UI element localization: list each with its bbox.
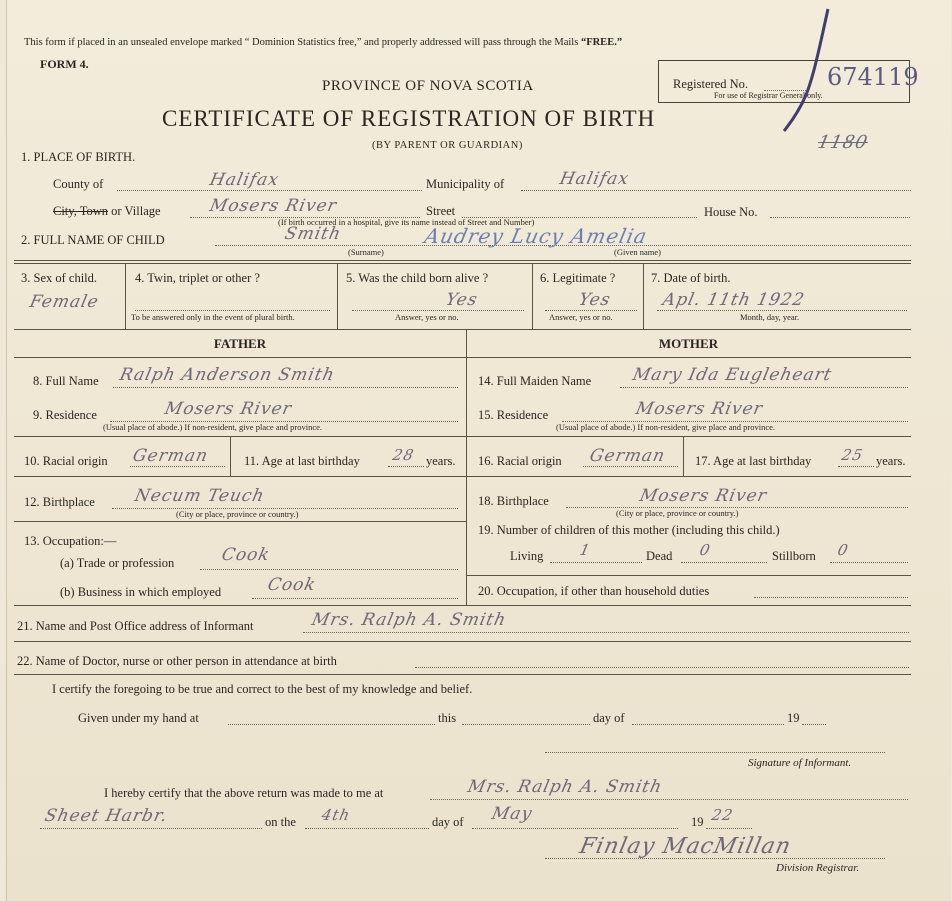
day-of-label-2: day of xyxy=(432,815,464,829)
this-label: this xyxy=(438,711,457,725)
father-years-label: years. xyxy=(426,454,456,468)
father-age-value: 28 xyxy=(391,446,417,464)
form-number: FORM 4. xyxy=(40,57,89,71)
father-name-value: Ralph Anderson Smith xyxy=(117,365,337,385)
municipality-label: Municipality of xyxy=(426,177,505,191)
mother-occupation-label: 20. Occupation, if other than household duties xyxy=(478,584,710,598)
dob-label: 7. Date of birth. xyxy=(651,271,731,285)
certify-text: I certify the foregoing to be true and correct to the best of my knowledge and belief. xyxy=(52,682,473,696)
father-racial-value: German xyxy=(130,446,211,466)
sex-value: Female xyxy=(27,292,101,312)
year-prefix-2: 19 xyxy=(691,815,704,829)
legitimate-value: Yes xyxy=(576,290,613,310)
alive-label: 5. Was the child born alive ? xyxy=(346,271,489,285)
given-label: Given under my hand at xyxy=(78,711,199,725)
father-birthplace-value: Necum Teuch xyxy=(132,486,267,506)
father-residence-value: Mosers River xyxy=(162,399,294,419)
informant-label: 21. Name and Post Office address of Informant xyxy=(17,619,254,633)
year-prefix: 19 xyxy=(787,711,800,725)
city-town-struck: City, Town xyxy=(53,204,109,218)
alive-value: Yes xyxy=(443,290,480,310)
surname-note: (Surname) xyxy=(348,247,384,257)
father-trade-value: Cook xyxy=(219,545,272,565)
registrar-informant-value: Mrs. Ralph A. Smith xyxy=(465,777,665,797)
father-age-label: 11. Age at last birthday xyxy=(244,454,360,468)
mother-racial-value: German xyxy=(587,446,668,466)
registration-month-value: May xyxy=(489,804,535,824)
sex-label: 3. Sex of child. xyxy=(21,271,98,285)
house-label: House No. xyxy=(704,205,758,219)
mother-birthplace-value: Mosers River xyxy=(637,486,769,506)
registrar-text: I hereby certify that the above return was made to me at xyxy=(104,786,384,800)
registered-label: Registered No. xyxy=(673,77,748,91)
mother-racial-label: 16. Racial origin xyxy=(478,454,562,468)
stillborn-value: 0 xyxy=(836,541,851,559)
mother-residence-value: Mosers River xyxy=(633,399,765,419)
street-label: Street xyxy=(426,204,456,218)
mother-maiden-value: Mary Ida Eugleheart xyxy=(630,365,834,385)
village-value: Mosers River xyxy=(207,196,339,216)
stamp-number: 1180 xyxy=(815,132,871,153)
dob-note: Month, day, year. xyxy=(740,312,800,322)
father-birthplace-note: (City or place, province or country.) xyxy=(176,509,299,519)
village-label: Village xyxy=(124,204,161,218)
registration-place-value: Sheet Harbr. xyxy=(42,806,170,826)
mother-age-label: 17. Age at last birthday xyxy=(695,454,812,468)
mother-residence-label: 15. Residence xyxy=(478,408,549,422)
municipality-value: Halifax xyxy=(557,169,631,189)
father-racial-label: 10. Racial origin xyxy=(24,454,108,468)
living-value: 1 xyxy=(578,541,593,559)
signature-informant-label: Signature of Informant. xyxy=(748,757,852,769)
mail-notice-free: “FREE.” xyxy=(580,37,623,48)
registration-day-value: 4th xyxy=(320,806,353,824)
province-heading: PROVINCE OF NOVA SCOTIA xyxy=(322,78,534,94)
child-name-label: 2. FULL NAME OF CHILD xyxy=(21,233,165,247)
day-of-label: day of xyxy=(593,711,625,725)
father-trade-label: (a) Trade or profession xyxy=(60,556,175,570)
mother-years-label: years. xyxy=(876,454,906,468)
given-note: (Given name) xyxy=(614,247,661,257)
registrar-pen-stroke xyxy=(770,5,840,135)
living-label: Living xyxy=(510,549,544,563)
child-surname-value: Smith xyxy=(282,224,344,244)
informant-value: Mrs. Ralph A. Smith xyxy=(309,610,509,630)
father-residence-label: 9. Residence xyxy=(33,408,97,422)
stillborn-label: Stillborn xyxy=(772,549,816,563)
place-of-birth-heading: 1. PLACE OF BIRTH. xyxy=(21,150,136,164)
county-value: Halifax xyxy=(207,170,281,190)
or-label: or xyxy=(111,204,122,218)
on-the-label: on the xyxy=(265,815,296,829)
mother-heading: MOTHER xyxy=(658,336,719,351)
division-registrar-label: Division Registrar. xyxy=(776,862,860,874)
registered-number: 674119 xyxy=(827,63,919,91)
alive-note: Answer, yes or no. xyxy=(395,312,459,322)
mail-notice-text: This form if placed in an unsealed envelope marked “ Dominion Statistics free,” and properly addressed will pass through the Mails xyxy=(24,37,579,48)
dob-value: Apl. 11th 1922 xyxy=(660,290,807,310)
father-residence-note: (Usual place of abode.) If non-resident, give place and province. xyxy=(103,422,323,432)
mail-notice xyxy=(24,37,622,48)
city-town-village-label xyxy=(53,204,161,219)
mother-children-label: 19. Number of children of this mother (including this child.) xyxy=(478,523,780,537)
father-business-value: Cook xyxy=(265,575,318,595)
father-occupation-label: 13. Occupation:— xyxy=(24,534,117,548)
father-name-label: 8. Full Name xyxy=(33,374,99,388)
mother-birthplace-label: 18. Birthplace xyxy=(478,494,549,508)
dead-label: Dead xyxy=(646,549,673,563)
doctor-label: 22. Name of Doctor, nurse or other person in attendance at birth xyxy=(17,654,337,668)
mother-birthplace-note: (City or place, province or country.) xyxy=(616,508,739,518)
registered-note: For use of Registrar General only. xyxy=(714,91,823,100)
hospital-note: (If birth occurred in a hospital, give its name instead of Street and Number) xyxy=(278,217,535,227)
twin-label: 4. Twin, triplet or other ? xyxy=(135,271,260,285)
child-given-value: Audrey Lucy Amelia xyxy=(422,224,650,248)
mother-maiden-label: 14. Full Maiden Name xyxy=(478,374,592,388)
legitimate-label: 6. Legitimate ? xyxy=(540,271,616,285)
father-business-label: (b) Business in which employed xyxy=(60,585,222,599)
certificate-title: CERTIFICATE OF REGISTRATION OF BIRTH xyxy=(162,106,656,131)
legitimate-note: Answer, yes or no. xyxy=(549,312,613,322)
twin-note: To be answered only in the event of plural birth. xyxy=(131,312,295,322)
father-heading: FATHER xyxy=(213,336,267,351)
mother-age-value: 25 xyxy=(840,446,866,464)
county-label: County of xyxy=(53,177,104,191)
mother-residence-note: (Usual place of abode.) If non-resident, give place and province. xyxy=(556,422,776,432)
dead-value: 0 xyxy=(698,541,713,559)
father-birthplace-label: 12. Birthplace xyxy=(24,495,95,509)
certificate-subtitle: (BY PARENT OR GUARDIAN) xyxy=(372,140,523,151)
registration-year-value: 22 xyxy=(710,806,736,824)
registrar-signature: Finlay MacMillan xyxy=(577,834,794,859)
